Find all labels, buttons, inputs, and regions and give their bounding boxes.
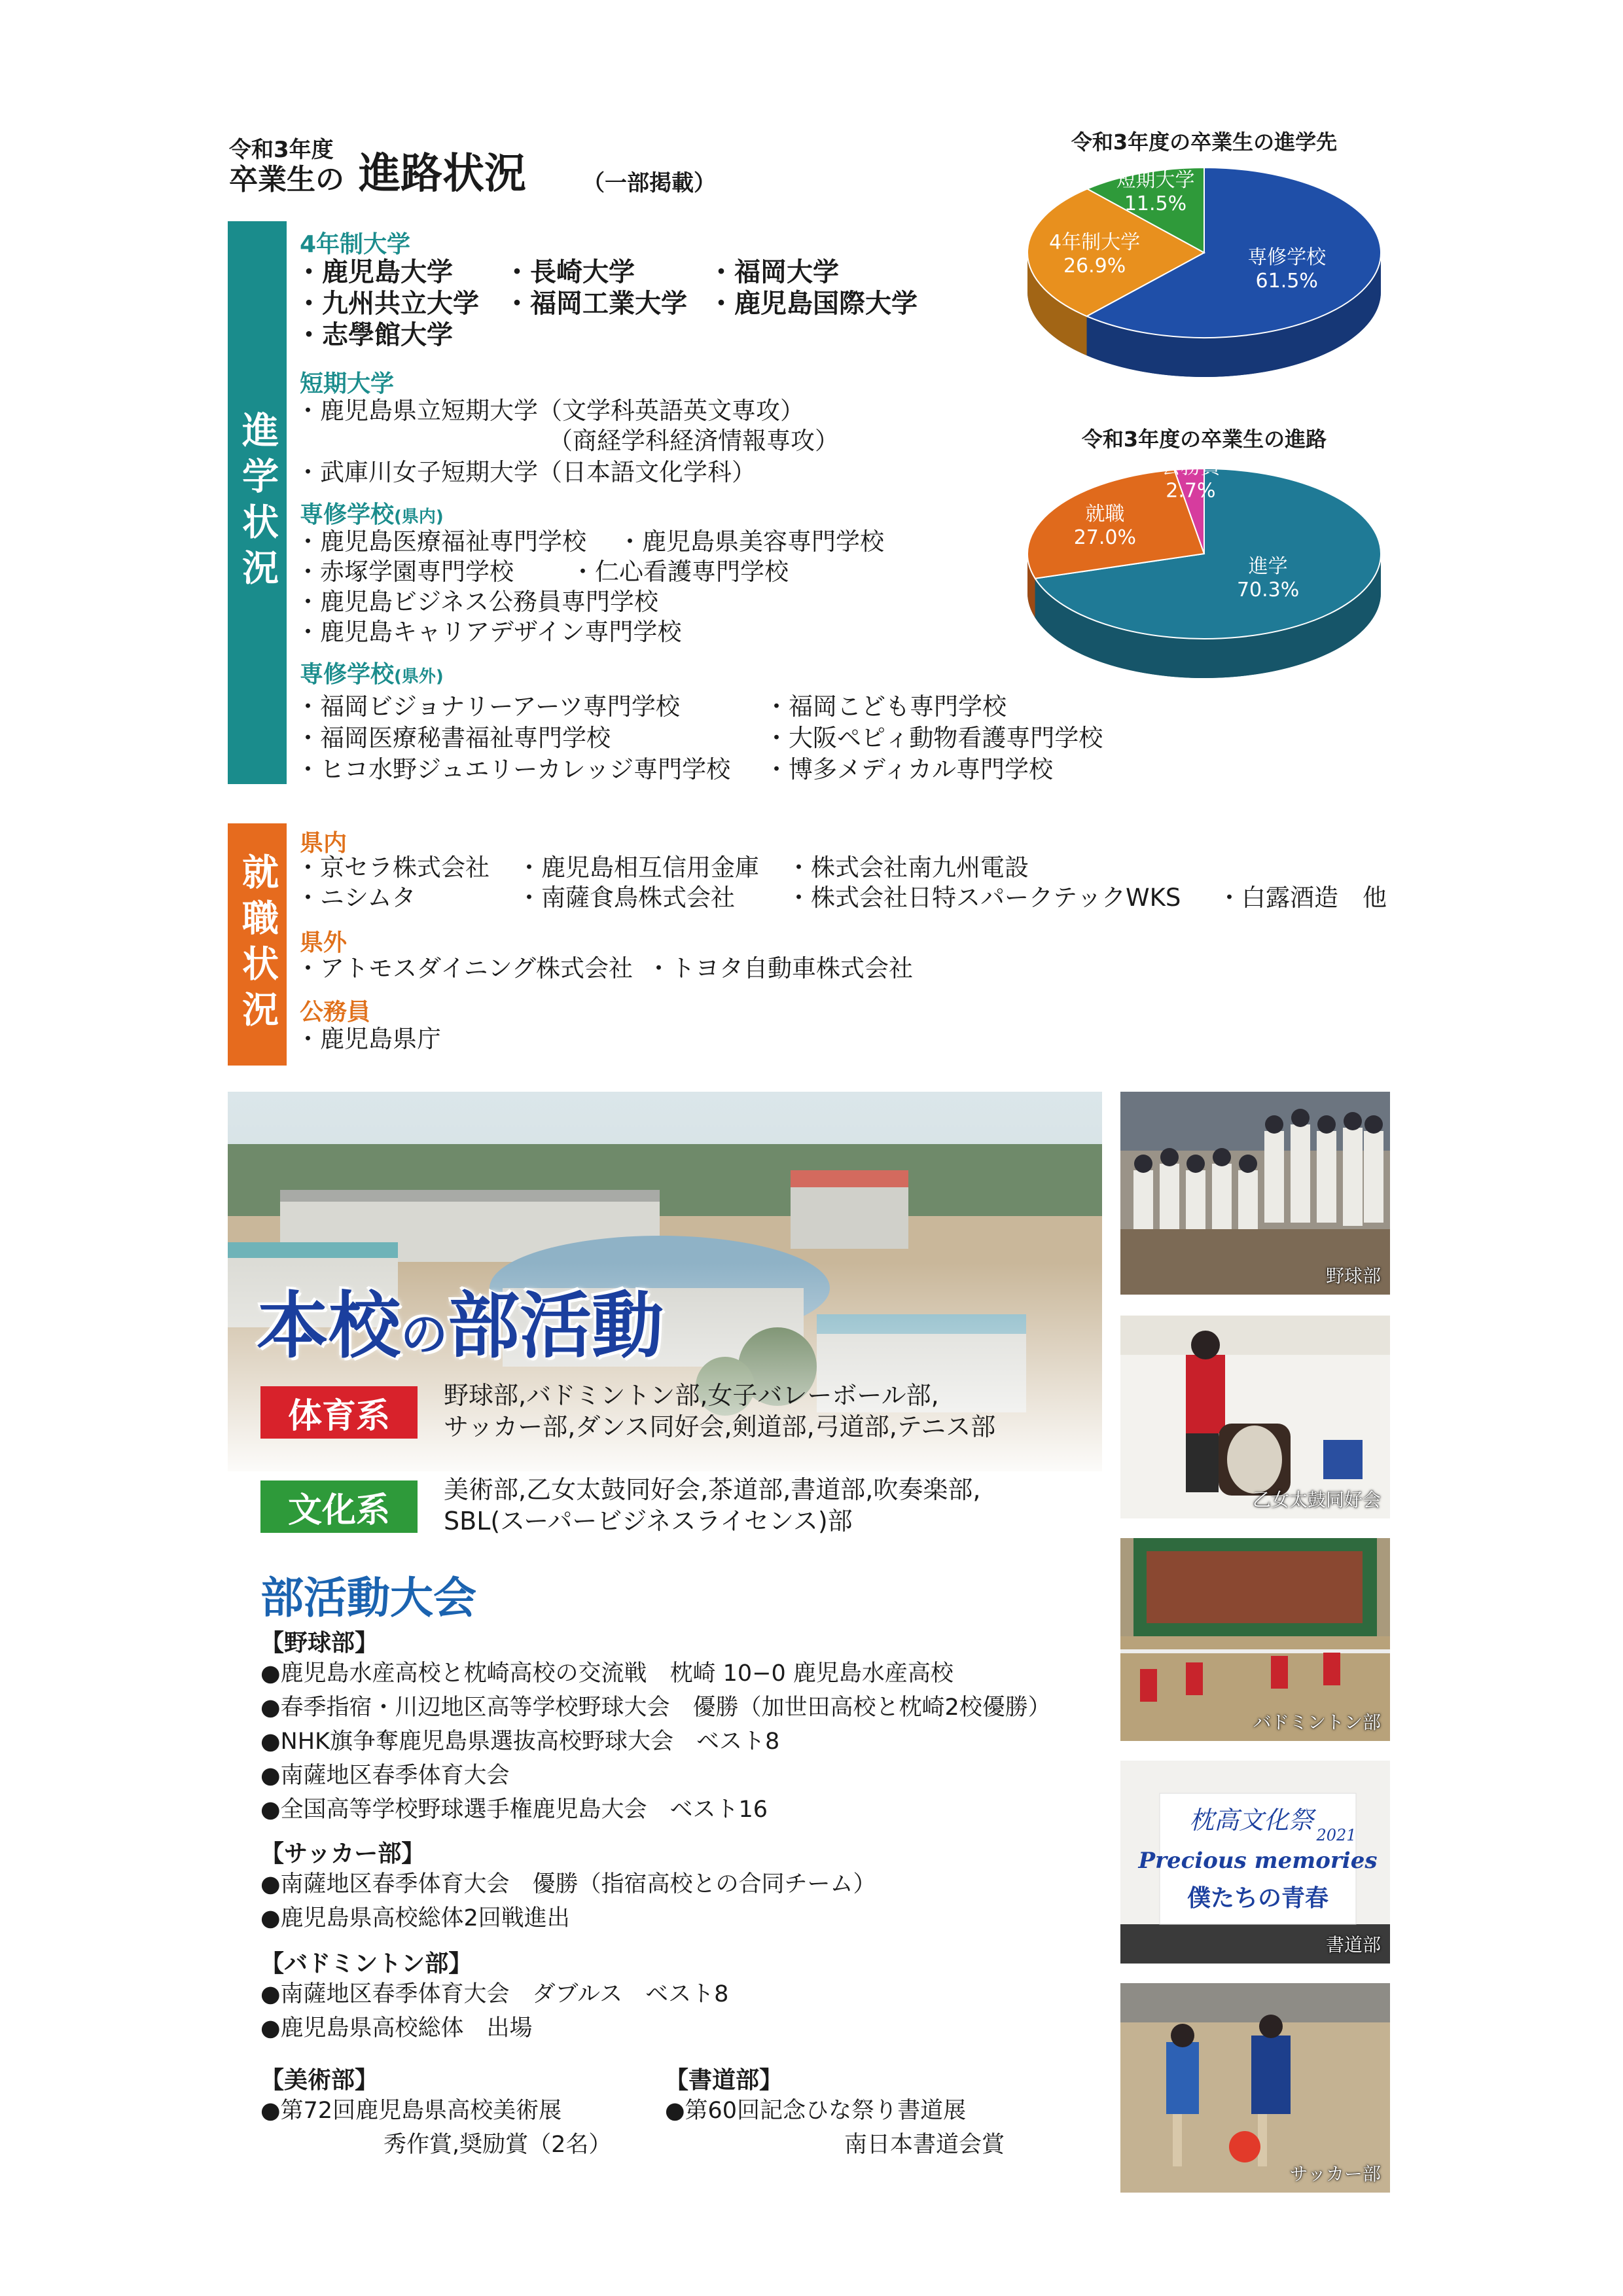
emp-item: ・ニシムタ: [296, 884, 416, 912]
pie-label-0: 専修学校: [1247, 246, 1327, 270]
meet-item: ●第72回鹿児島県高校美術展: [260, 2098, 562, 2124]
baseball-caption: 野球部: [1325, 1265, 1381, 1287]
baseball-photo: [1120, 1092, 1390, 1295]
junior-item: （商経学科経済情報専攻）: [548, 427, 839, 455]
univ-item: ・志學館大学: [296, 320, 453, 350]
meet-item: ●第60回記念ひな祭り書道展: [665, 2098, 967, 2124]
calligraphy-art-line2: Precious memories: [1138, 1848, 1378, 1874]
voc-in-item: ・赤塚学園専門学校: [296, 558, 514, 586]
calligraphy-art-line3: 僕たちの青春: [1186, 1884, 1329, 1912]
emp-item: ・京セラ株式会社: [296, 853, 490, 882]
sports-clubs-line: 野球部,バドミントン部,女子バレーボール部,: [444, 1381, 939, 1410]
meet-item: ●南薩地区春季体育大会: [260, 1763, 510, 1789]
badminton-photo: [1120, 1538, 1390, 1741]
employment-tab: 就職状況: [228, 823, 287, 1066]
meet-item: 秀作賞,奨励賞（2名）: [383, 2132, 612, 2158]
emp-in-label: 県内: [300, 830, 348, 857]
voc-in-item: ・鹿児島ビジネス公務員専門学校: [296, 588, 658, 616]
voc-in-label: 専修学校(県内): [300, 501, 444, 528]
voc-out-item: ・大阪ペピィ動物看護専門学校: [764, 724, 1103, 752]
meet-head-calligraphy: 【書道部】: [665, 2067, 783, 2094]
page-title-note: （一部掲載）: [582, 170, 716, 196]
taiko-caption: 乙女太鼓同好会: [1252, 1489, 1381, 1511]
pie-value-1: 26.9%: [1063, 254, 1126, 278]
pie-value-2: 11.5%: [1124, 192, 1187, 216]
emp-out-label: 県外: [300, 929, 348, 956]
pie-label-2: 公務員: [1161, 456, 1221, 479]
voc-in-item: ・鹿児島県美容専門学校: [618, 528, 884, 556]
univ-item: ・福岡工業大学: [504, 289, 687, 319]
emp-item: ・株式会社日特スパークテックWKS: [787, 884, 1181, 912]
meet-head-art: 【美術部】: [260, 2067, 379, 2094]
junior-item: ・鹿児島県立短期大学（文学科英語英文専攻）: [296, 397, 804, 425]
meet-head-baseball: 【野球部】: [260, 1630, 379, 1657]
voc-out-item: ・福岡ビジョナリーアーツ専門学校: [296, 692, 680, 721]
meet-item: ●鹿児島県高校総体2回戦進出: [260, 1905, 570, 1931]
meet-head-badminton: 【バドミントン部】: [260, 1950, 473, 1977]
univ-item: ・福岡大学: [708, 257, 839, 287]
calligraphy-art-year: 2021: [1316, 1826, 1357, 1844]
univ-label: 4年制大学: [300, 231, 411, 258]
meet-item: ●春季指宿・川辺地区高等学校野球大会 優勝（加世田高校と枕崎2校優勝）: [260, 1695, 1051, 1721]
meet-item: ●南薩地区春季体育大会 優勝（指宿高校との合同チーム）: [260, 1871, 876, 1897]
voc-out-label: 専修学校(県外): [300, 661, 444, 688]
culture-badge: 文化系: [260, 1480, 418, 1533]
soccer-caption: サッカー部: [1289, 2163, 1381, 2185]
page-title: 進路状況: [359, 150, 526, 198]
badminton-caption: バドミントン部: [1253, 1712, 1381, 1733]
univ-item: ・鹿児島国際大学: [708, 289, 918, 319]
voc-in-item: ・鹿児島キャリアデザイン専門学校: [296, 618, 682, 646]
univ-item: ・長崎大学: [504, 257, 635, 287]
meet-item: ●鹿児島水産高校と枕崎高校の交流戦 枕崎 10−0 鹿児島水産高校: [260, 1660, 954, 1687]
emp-item: ・トヨタ自動車株式会社: [647, 954, 913, 982]
calligraphy-photo: [1120, 1761, 1390, 1964]
voc-out-item: ・博多メディカル専門学校: [764, 755, 1054, 783]
header-year: 令和3年度: [229, 137, 334, 163]
univ-item: ・九州共立大学: [296, 289, 479, 319]
pie-value-0: 61.5%: [1255, 270, 1318, 293]
soccer-photo: [1120, 1983, 1390, 2193]
junior-label: 短期大学: [300, 370, 395, 397]
emp-item: ・白露酒造 他: [1217, 884, 1387, 912]
clubs-title: 本校の部活動: [257, 1284, 664, 1368]
meet-item: ●鹿児島県高校総体 出場: [260, 2015, 533, 2041]
calligraphy-art-line1: 枕高文化祭: [1188, 1806, 1314, 1835]
emp-item: ・株式会社南九州電設: [787, 853, 1029, 882]
pie-value-1: 27.0%: [1073, 526, 1137, 549]
pie-label-1: 就職: [1085, 502, 1125, 526]
pie-value-0: 70.3%: [1236, 578, 1300, 601]
advancement-tab: 進学状況: [228, 221, 287, 784]
meet-item: ●NHK旗争奪鹿児島県選抜高校野球大会 ベスト8: [260, 1729, 780, 1755]
emp-item: ・鹿児島相互信用金庫: [517, 853, 759, 882]
pie-label-0: 進学: [1248, 554, 1288, 578]
meet-item: ●南薩地区春季体育大会 ダブルス ベスト8: [260, 1981, 729, 2007]
emp-public-label: 公務員: [300, 999, 371, 1026]
meet-item: 南日本書道会賞: [844, 2132, 1005, 2158]
voc-in-item: ・鹿児島医療福祉専門学校: [296, 528, 586, 556]
pie-chart-destinations: [1001, 154, 1407, 397]
voc-in-item: ・仁心看護専門学校: [571, 558, 789, 586]
emp-item: ・アトモスダイニング株式会社: [296, 954, 633, 982]
pie-label-1: 4年制大学: [1049, 230, 1141, 254]
pie-value-2: 2.7%: [1166, 479, 1216, 503]
header-graduates: 卒業生の: [229, 163, 344, 196]
chart-title-paths: 令和3年度の卒業生の進路: [1081, 427, 1327, 452]
meet-head-soccer: 【サッカー部】: [260, 1840, 425, 1867]
voc-out-item: ・福岡医療秘書福祉専門学校: [296, 724, 611, 752]
univ-item: ・鹿児島大学: [296, 257, 453, 287]
meets-title: 部活動大会: [260, 1573, 476, 1623]
culture-clubs-line: 美術部,乙女太鼓同好会,茶道部,書道部,吹奏楽部,: [444, 1475, 981, 1504]
voc-out-item: ・福岡こども専門学校: [764, 692, 1007, 721]
emp-item: ・鹿児島県庁: [296, 1025, 441, 1053]
pie-label-2: 短期大学: [1116, 169, 1195, 192]
sports-badge: 体育系: [260, 1386, 418, 1439]
emp-item: ・南薩食鳥株式会社: [517, 884, 735, 912]
junior-item: ・武庫川女子短期大学（日本語文化学科）: [296, 458, 756, 486]
calligraphy-caption: 書道部: [1325, 1934, 1381, 1956]
meet-item: ●全国高等学校野球選手権鹿児島大会 ベスト16: [260, 1797, 768, 1823]
chart-title-destinations: 令和3年度の卒業生の進学先: [1071, 130, 1338, 154]
taiko-photo: [1120, 1316, 1390, 1518]
pie-chart-paths: [1001, 456, 1407, 698]
voc-out-item: ・ヒコ水野ジュエリーカレッジ専門学校: [296, 755, 731, 783]
culture-clubs-line: SBL(スーパービジネスライセンス)部: [444, 1507, 853, 1535]
sports-clubs-line: サッカー部,ダンス同好会,剣道部,弓道部,テニス部: [444, 1412, 996, 1441]
